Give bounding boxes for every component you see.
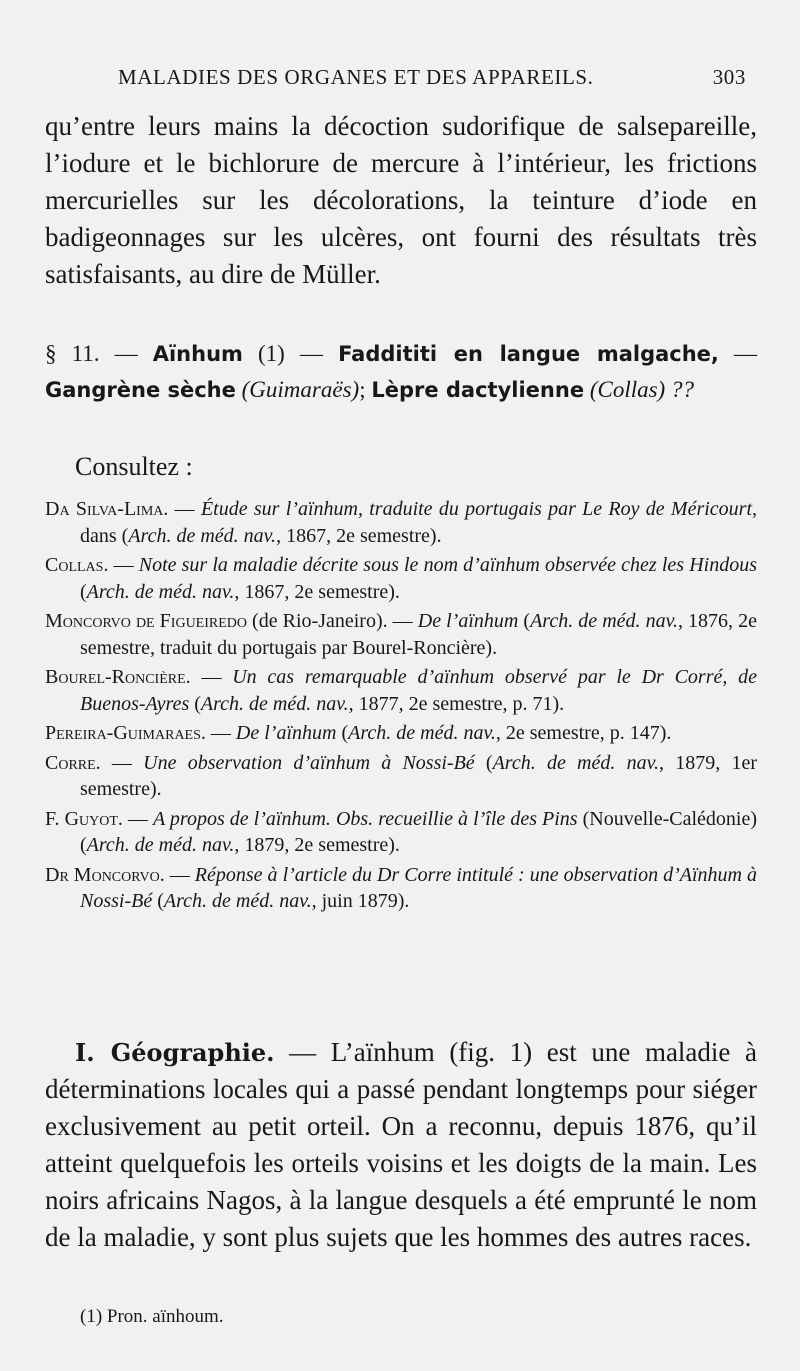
bibliography-rest: , 1879, 1er semestre). <box>80 751 757 800</box>
section-title-faddititi: Faddititi en langue malgache, <box>338 342 719 366</box>
paragraph-continuation: qu’entre leurs mains la décoction sudorifique de salsepareille, l’iodure et le bichlorure de mercure à l’intérieur, les frictions mercurielles sur les décolorations, la teinture d’iode en badigeonnages sur les ulcères, ont fourni des résultats très satisfaisants, au dire de Müller. <box>45 111 757 289</box>
section-title-gangrene: Gangrène sèche <box>45 378 236 402</box>
bibliography-journal: Arch. de méd. nav. <box>348 722 496 744</box>
bibliography-entry <box>45 862 757 915</box>
bibliography-rest: , 1877, 2e semestre, p. 71). <box>348 692 565 715</box>
section-number: § 11. <box>45 341 100 366</box>
bibliography-entry <box>45 552 757 605</box>
section-separator: ; <box>359 377 372 402</box>
paragraph-geographie <box>45 1034 757 1256</box>
bibliography-author: Moncorvo de Figueiredo <box>45 610 247 632</box>
bibliography-dash: — <box>122 807 153 830</box>
bibliography-entry <box>45 806 757 859</box>
bibliography-list <box>45 496 757 918</box>
bibliography-journal: Arch. de méd. nav. <box>163 890 312 912</box>
bibliography-entry <box>45 496 757 549</box>
bibliography-rest: , 1879, 2e semestre). <box>234 834 400 856</box>
section-author-collas: (Collas) ?? <box>584 377 694 402</box>
bibliography-entry <box>45 664 757 717</box>
bibliography-rest: , 1867, 2e semestre). <box>276 524 442 547</box>
bibliography-details: ( <box>474 751 493 774</box>
bibliography-journal: Arch. de méd. nav. <box>86 580 235 603</box>
bibliography-title: Note sur la maladie décrite sous le nom d’aïnhum observée chez les Hindous <box>138 554 757 576</box>
bibliography-journal: Arch. de méd. nav. <box>128 524 277 547</box>
section-author-guimaraes: (Guimaraës) <box>235 377 360 402</box>
bibliography-author: F. Guyot. <box>45 807 123 830</box>
bibliography-dash: — <box>205 722 236 744</box>
bibliography-rest: , 1867, 2e semestre). <box>234 580 400 603</box>
page-number: 303 <box>712 64 746 89</box>
consultez-label: Consultez : <box>75 452 193 481</box>
bibliography-dash: — <box>108 554 139 576</box>
bibliography-entry <box>45 750 757 803</box>
bibliography-author: Dr Moncorvo. <box>45 863 165 886</box>
bibliography-author: Pereira-Guimaraes. <box>45 722 206 744</box>
paragraph-lead: I. Géographie. <box>75 1038 275 1067</box>
bibliography-dash: — <box>164 863 195 886</box>
bibliography-author: Corre. <box>45 751 101 774</box>
running-head-title: MALADIES DES ORGANES ET DES APPAREILS. <box>118 64 594 89</box>
bibliography-details: ( <box>80 580 87 603</box>
bibliography-details: ( <box>336 722 349 744</box>
bibliography-entry <box>45 720 757 747</box>
section-title-lepre: Lèpre dactylienne <box>371 378 585 402</box>
bibliography-journal: Arch. de méd. nav. <box>530 610 678 632</box>
bibliography-rest: , juin 1879). <box>311 890 410 912</box>
section-dash-2: — <box>718 341 758 366</box>
bibliography-journal: Arch. de méd. nav. <box>200 692 349 715</box>
bibliography-details: ( <box>189 692 201 715</box>
bibliography-dash: (de Rio-Janeiro). — <box>247 610 418 632</box>
bibliography-title: Étude sur l’aïnhum, traduite du portugais par Le Roy de Méricourt, <box>200 498 758 520</box>
bibliography-details: ( <box>152 890 164 912</box>
bibliography-rest: , 2e semestre, p. 147). <box>495 722 672 744</box>
section-heading <box>45 336 757 408</box>
footnote: (1) Pron. aïnhoum. <box>80 1306 224 1327</box>
bibliography-title: De l’aïnhum <box>235 722 337 744</box>
bibliography-dash: — <box>190 666 233 688</box>
bibliography-author: Da Silva-Lima. <box>45 498 169 520</box>
bibliography-entry <box>45 608 757 661</box>
paragraph-body: — L’aïnhum (fig. 1) est une maladie à déterminations locales qui a passé pendant longtemps pour siéger exclusivement au petit orteil. On a reconnu, depuis 1876, qu’il atteint quelquefois les orteils voisins et les doigts de la main. Les noirs africains Nagos, à la langue desquels a été emprunté le nom de la maladie, y sont plus sujets que les hommes des autres races. <box>45 1037 757 1252</box>
bibliography-details: dans ( <box>80 524 129 547</box>
footnote-reference: (1) — <box>242 341 339 366</box>
bibliography-title: Un cas remarquable d’aïnhum observé par le Dr Corré, de Buenos-Ayres <box>80 666 757 715</box>
bibliography-journal: Arch. de méd. nav. <box>86 834 235 856</box>
bibliography-dash: — <box>100 751 144 774</box>
section-title-ainhum: Aïnhum <box>152 342 243 366</box>
bibliography-title: De l’aïnhum <box>417 610 519 632</box>
bibliography-title: Réponse à l’article du Dr Corre intitulé : une observation d’Aïnhum à Nossi-Bé <box>80 863 758 912</box>
section-dash: — <box>99 341 153 366</box>
bibliography-dash: — <box>168 498 201 520</box>
running-head <box>118 62 746 92</box>
bibliography-details: (Nouvelle-Calédonie) ( <box>80 807 758 856</box>
bibliography-title: A propos de l’aïnhum. Obs. recueillie à l’île des Pins <box>153 807 578 830</box>
bibliography-journal: Arch. de méd. nav. <box>492 751 659 774</box>
bibliography-rest: , 1876, 2e semestre, traduit du portugais par Bourel-Roncière). <box>80 610 757 659</box>
bibliography-author: Bourel-Roncière. <box>45 666 191 688</box>
bibliography-title: Une observation d’aïnhum à Nossi-Bé <box>143 751 475 774</box>
bibliography-details: ( <box>518 610 531 632</box>
bibliography-author: Collas. <box>45 554 109 576</box>
